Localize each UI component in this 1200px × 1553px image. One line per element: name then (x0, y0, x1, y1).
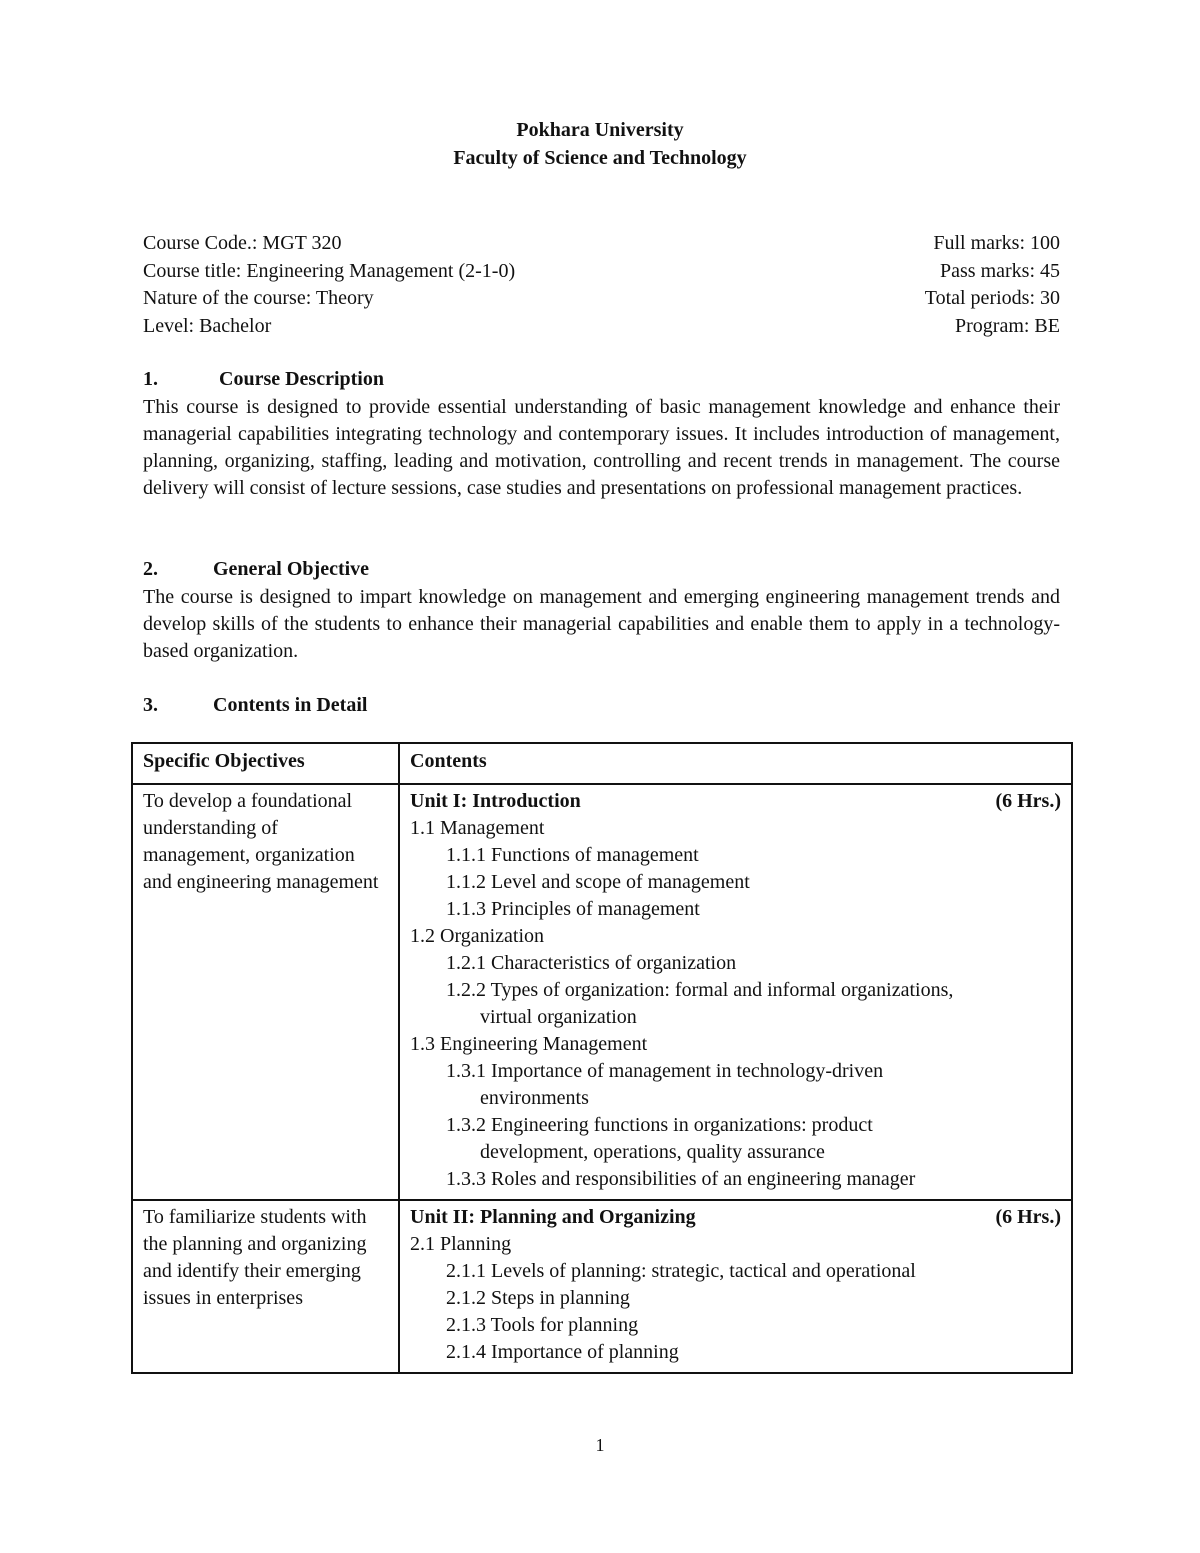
content-item: virtual organization (480, 1006, 637, 1028)
content-item: 2.1 Planning (410, 1233, 512, 1255)
content-item: 1.1.3 Principles of management (446, 898, 700, 920)
content-item: 1.2.1 Characteristics of organization (446, 952, 737, 974)
page-number: 1 (595, 1435, 605, 1455)
content-item: 1.3 Engineering Management (410, 1033, 648, 1055)
section-number: 2. (143, 558, 158, 580)
info-row (143, 285, 1060, 313)
table-row (132, 1200, 1072, 1373)
course-nature: Nature of the course: Theory (143, 287, 374, 309)
contents-cell (399, 1200, 1072, 1373)
course-title: Course title: Engineering Management (2-1-0) (143, 259, 516, 282)
content-item: 2.1.1 Levels of planning: strategic, tactical and operational (446, 1260, 916, 1282)
course-code: Course Code.: MGT 320 (143, 232, 342, 254)
section-heading (143, 556, 1060, 583)
info-row (143, 258, 1060, 286)
section-heading (143, 692, 1060, 719)
content-item: 1.3.3 Roles and responsibilities of an engineering manager (446, 1168, 916, 1190)
document-header (0, 116, 1200, 172)
info-row (143, 230, 1060, 258)
table-row (132, 784, 1072, 1200)
section-title: Course Description (219, 368, 384, 390)
table-header-row (132, 743, 1072, 784)
objective-cell: To develop a foundational understanding of management, organization and engineering management (132, 784, 399, 1200)
contents-cell (399, 784, 1072, 1200)
content-item: 1.1 Management (410, 817, 545, 839)
section-title: Contents in Detail (213, 694, 368, 716)
section-title: General Objective (213, 558, 370, 580)
unit-hours: (6 Hrs.) (995, 1206, 1061, 1228)
column-header-objectives: Specific Objectives (132, 743, 399, 784)
content-items (410, 815, 1061, 1193)
content-item: 1.1.1 Functions of management (446, 844, 699, 866)
content-item: 1.2 Organization (410, 925, 545, 947)
unit-title: Unit II: Planning and Organizing (410, 1206, 696, 1228)
section-number: 3. (143, 694, 158, 716)
section-contents-in-detail (143, 692, 1060, 720)
university-name: Pokhara University (516, 119, 684, 141)
content-item: development, operations, quality assurance (480, 1141, 825, 1163)
objective-cell: To familiarize students with the planning and organizing and identify their emerging issues in enterprises (132, 1200, 399, 1373)
pass-marks: Pass marks: 45 (940, 259, 1060, 282)
content-item: 1.3.1 Importance of management in technology-driven (446, 1060, 884, 1082)
content-item: 1.1.2 Level and scope of management (446, 871, 750, 893)
content-items (410, 1231, 1061, 1366)
content-item: environments (480, 1087, 589, 1109)
content-item: 1.2.2 Types of organization: formal and informal organizations, (446, 979, 954, 1001)
contents-table (131, 742, 1073, 1374)
total-periods: Total periods: 30 (924, 287, 1060, 309)
faculty-name: Faculty of Science and Technology (453, 147, 747, 169)
info-row (143, 313, 1060, 341)
content-item: 2.1.3 Tools for planning (446, 1314, 639, 1336)
full-marks: Full marks: 100 (933, 232, 1060, 254)
section-paragraph: This course is designed to provide essential understanding of basic management knowledge and enhance their managerial capabilities integrating technology and contemporary issues. It includes introduction of management, planning, organizing, staffing, leading and motivation, controlling and recent trends in management. The course delivery will consist of lecture sessions, case studies and presentations on professional management practices. (143, 396, 1060, 499)
section-course-description (143, 366, 1060, 502)
unit-title-line (410, 1204, 1061, 1231)
unit-hours: (6 Hrs.) (995, 790, 1061, 812)
program: Program: BE (955, 314, 1060, 337)
course-level: Level: Bachelor (143, 314, 272, 337)
section-number: 1. (143, 368, 158, 390)
section-heading (143, 366, 1060, 393)
unit-title: Unit I: Introduction (410, 790, 581, 812)
course-info (143, 230, 1060, 340)
unit-title-line (410, 788, 1061, 815)
content-item: 2.1.2 Steps in planning (446, 1287, 630, 1309)
column-header-contents: Contents (399, 743, 1072, 784)
content-item: 1.3.2 Engineering functions in organizations: product (446, 1114, 873, 1136)
content-item: 2.1.4 Importance of planning (446, 1341, 679, 1363)
section-general-objective (143, 556, 1060, 665)
section-paragraph: The course is designed to impart knowledge on management and emerging engineering management trends and develop skills of the students to enhance their managerial capabilities and enable them to apply in a technology-based organization. (143, 586, 1060, 662)
